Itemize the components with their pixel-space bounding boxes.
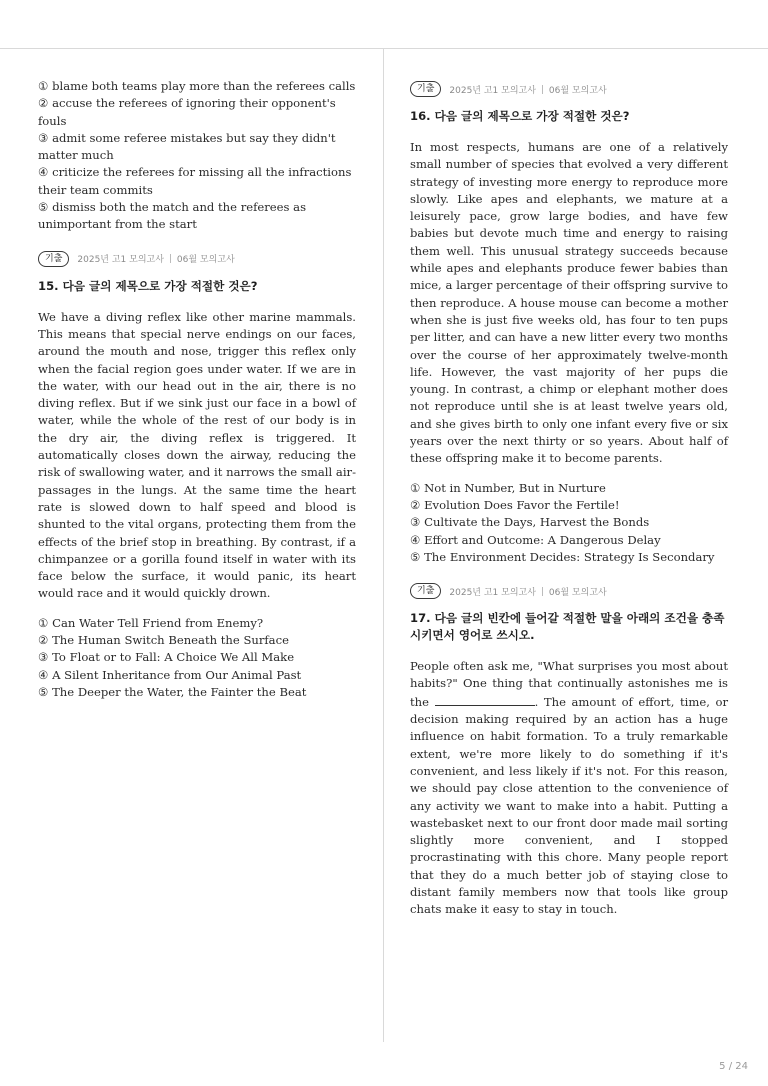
- choice-item: ⑤ The Deeper the Water, the Fainter the Beat: [38, 684, 307, 699]
- choice-item: ④ criticize the referees for missing all the infractions their team commits: [38, 165, 352, 197]
- source-month: 06월 모의고사: [176, 255, 235, 266]
- source-year: 2025년 고1 모의고사: [449, 85, 536, 96]
- past-exam-badge: 기출: [38, 251, 69, 267]
- question-15-title: 15. 다음 글의 제목으로 가장 적절한 것은?: [38, 278, 258, 293]
- source-year: 2025년 고1 모의고사: [449, 587, 536, 598]
- meta-separator: [542, 587, 543, 596]
- passage-text-before-blank: People often ask me, "What surprises you most about habits?" One thing that continually astonishes me is the: [410, 659, 728, 709]
- past-exam-badge: 기출: [410, 81, 441, 97]
- left-column: [38, 78, 356, 701]
- choice-item: ③ Cultivate the Days, Harvest the Bonds: [410, 515, 650, 530]
- question-16-choices: [410, 480, 728, 566]
- previous-question-choices: [38, 78, 356, 234]
- choice-item: ① Not in Number, But in Nurture: [410, 480, 606, 495]
- question-17-title: 17. 다음 글의 빈칸에 들어갈 적절한 말을 아래의 조건을 충족시키면서 영어로 쓰시오.: [410, 611, 725, 643]
- past-exam-badge: 기출: [410, 583, 441, 599]
- header-divider: [0, 48, 768, 49]
- question-15-meta: [38, 248, 356, 270]
- passage-text-after-blank: . The amount of effort, time, or decision making required by an action has a huge influence on habit formation. To a truly remarkable extent, we're more likely to do something if it's convenient, and less likely if it's not. For this reason, we should pay close attention to the convenience of any activity we want to make into a habit. Putting a wastebasket next to our front door made mail sorting slightly more convenient, and I stopped procrastinating with this chore. Many people report that they do a much better job of staying close to distant family members now that tools like group chats make it easy to stay in touch.: [410, 694, 728, 917]
- choice-item: ② Evolution Does Favor the Fertile!: [410, 497, 620, 512]
- question-16-meta: [410, 78, 728, 100]
- question-17-passage: [410, 658, 728, 918]
- choice-item: ③ To Float or to Fall: A Choice We All Make: [38, 650, 295, 665]
- question-17-meta: [410, 580, 728, 602]
- source-year: 2025년 고1 모의고사: [77, 255, 164, 266]
- source-month: 06월 모의고사: [548, 587, 607, 598]
- choice-item: ① Can Water Tell Friend from Enemy?: [38, 615, 264, 630]
- question-15-choices: [38, 615, 356, 701]
- source-month: 06월 모의고사: [548, 85, 607, 96]
- choice-item: ⑤ dismiss both the match and the referees as unimportant from the start: [38, 200, 307, 232]
- choice-item: ⑤ The Environment Decides: Strategy Is Secondary: [410, 549, 715, 564]
- choice-item: ② accuse the referees of ignoring their opponent's fouls: [38, 96, 336, 128]
- meta-separator: [542, 85, 543, 94]
- question-16-title: 16. 다음 글의 제목으로 가장 적절한 것은?: [410, 109, 630, 123]
- choice-item: ① blame both teams play more than the referees calls: [38, 79, 356, 93]
- column-divider: [383, 49, 384, 1042]
- right-column: [410, 78, 728, 931]
- choice-item: ④ A Silent Inheritance from Our Animal Past: [38, 667, 302, 682]
- choice-item: ② The Human Switch Beneath the Surface: [38, 633, 289, 648]
- question-15-passage: We have a diving reflex like other marine mammals. This means that special nerve endings on our faces, around the mouth and nose, trigger this reflex only when the facial region goes under water. If we are in the water, with our head out in the air, there is no diving reflex. But if we sink just our face in a bowl of water, while the whole of the rest of our body is in the dry air, the diving reflex is triggered. It automatically closes down the airway, reducing the risk of swallowing water, and it narrows the small air-passages in the lungs. At the same time the heart rate is slowed down to half speed and blood is shunted to the vital organs, protecting them from the effects of the brief stop in breathing. By contrast, if a chimpanzee or a gorilla found itself in water with its face below the surface, it would panic, its heart would race and it would quickly drown.: [38, 309, 356, 601]
- answer-blank: [435, 693, 535, 706]
- choice-item: ④ Effort and Outcome: A Dangerous Delay: [410, 532, 661, 547]
- page-number: 5 / 24: [719, 1061, 748, 1072]
- question-16-passage: In most respects, humans are one of a relatively small number of species that evolved a very different strategy of investing more energy to reproduce more slowly. Like apes and elephants, we mature at a leisurely pace, grow large bodies, and have few babies but devote much time and energy to raising them well. This unusual strategy succeeds because while apes and elephants produce fewer babies than mice, a larger percentage of their offspring survive to then reproduce. A house mouse can become a mother when she is just five weeks old, has four to ten pups per litter, and can have a new litter every two months over the course of her approximately twelve-month life. However, the vast majority of her pups die young. In contrast, a chimp or elephant mother does not reproduce until she is at least twelve years old, and she gives birth to only one infant every five or six years over the next thirty or so years. About half of these offspring make it to become parents.: [410, 140, 728, 466]
- meta-separator: [170, 254, 171, 263]
- choice-item: ③ admit some referee mistakes but say they didn't matter much: [38, 130, 336, 163]
